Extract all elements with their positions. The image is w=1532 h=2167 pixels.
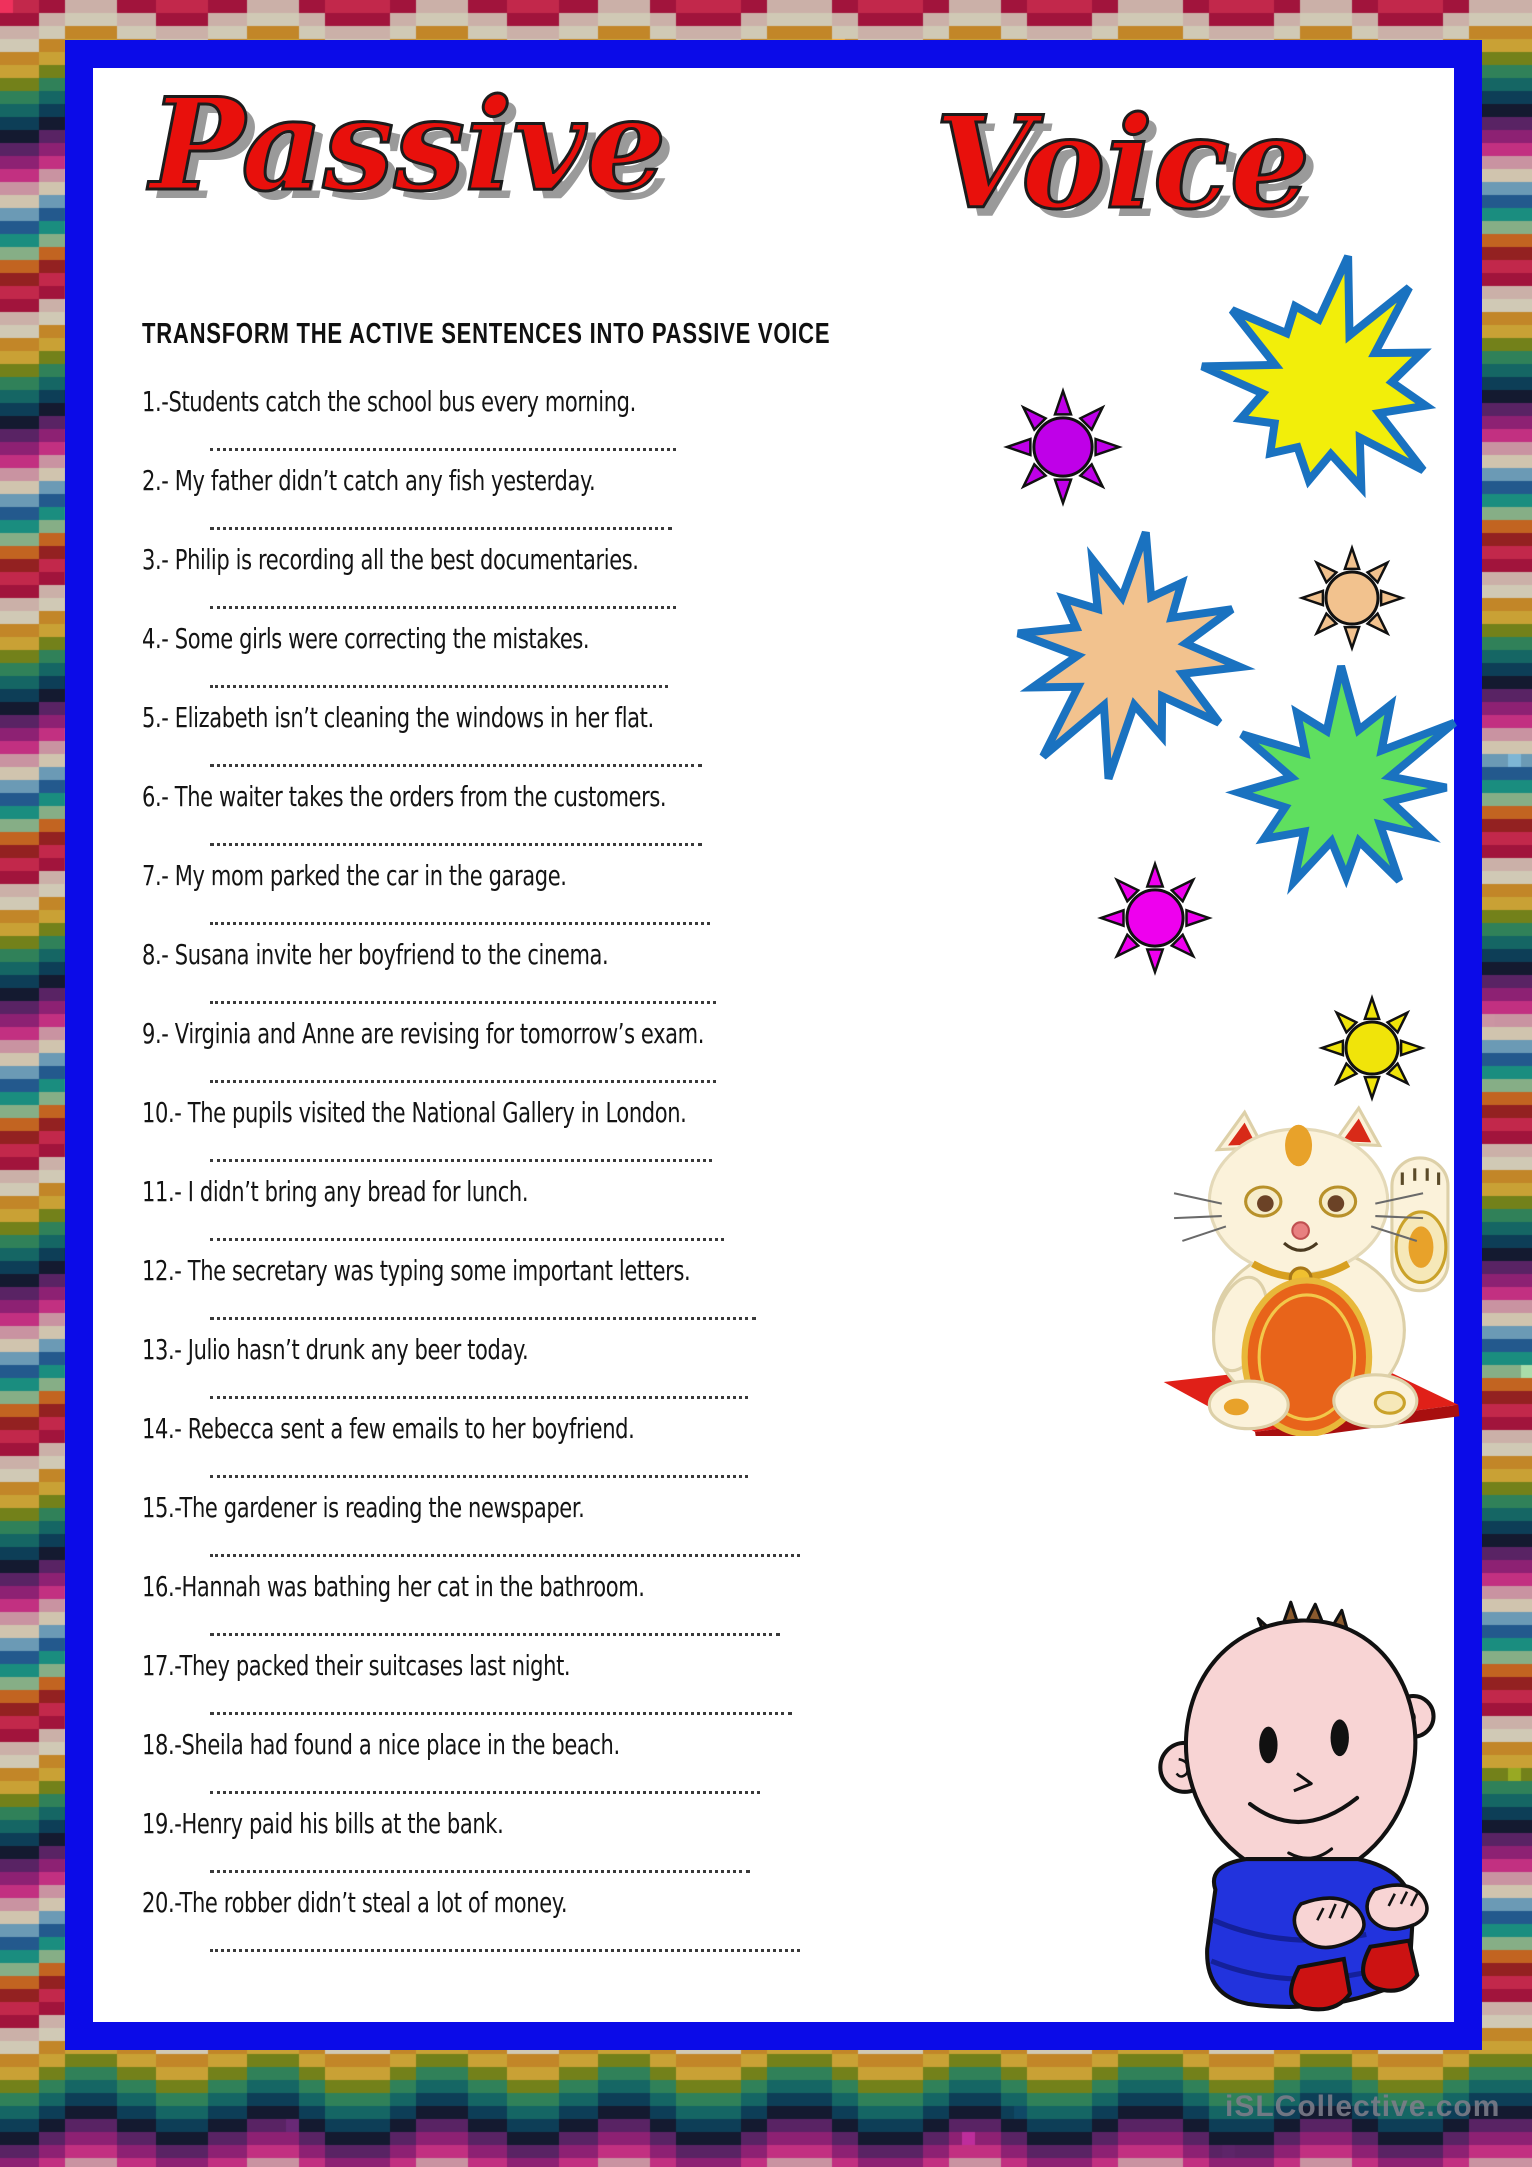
answer-line [210, 1238, 724, 1241]
answer-line [210, 922, 710, 925]
exercise-sentence: 20.-The robber didn’t steal a lot of money. [142, 1886, 568, 1919]
answer-line [210, 843, 702, 846]
exercise-sentence: 16.-Hannah was bathing her cat in the bathroom. [142, 1570, 645, 1603]
exercise-sentence: 5.- Elizabeth isn’t cleaning the windows in her flat. [142, 701, 654, 734]
answer-line [210, 1949, 800, 1952]
exercise-sentence: 8.- Susana invite her boyfriend to the cinema. [142, 938, 609, 971]
page-title-passive: Passive [150, 71, 667, 219]
exercise-sentence: 2.- My father didn’t catch any fish yesterday. [142, 464, 596, 497]
exercise-sentence: 7.- My mom parked the car in the garage. [142, 859, 567, 892]
answer-line [210, 606, 676, 609]
exercise-sentence: 11.- I didn’t bring any bread for lunch. [142, 1175, 529, 1208]
instructions-heading: TRANSFORM THE ACTIVE SENTENCES INTO PASSIVE VOICE [142, 318, 831, 350]
exercise-sentence: 9.- Virginia and Anne are revising for tomorrow’s exam. [142, 1017, 705, 1050]
exercise-sentence: 14.- Rebecca sent a few emails to her boyfriend. [142, 1412, 635, 1445]
answer-line [210, 1633, 780, 1636]
answer-line [210, 1475, 748, 1478]
exercise-sentence: 15.-The gardener is reading the newspaper. [142, 1491, 585, 1524]
page-title-voice: Voice [935, 89, 1310, 237]
answer-line [210, 1317, 756, 1320]
tan-sun-icon [1302, 548, 1402, 648]
answer-line [210, 685, 668, 688]
answer-line [210, 1396, 748, 1399]
answer-line [210, 1554, 800, 1557]
answer-line [210, 1159, 712, 1162]
answer-line [210, 527, 672, 530]
exercise-sentence: 10.- The pupils visited the National Gallery in London. [142, 1096, 687, 1129]
exercise-sentence: 17.-They packed their suitcases last night. [142, 1649, 571, 1682]
yellow-sun-icon [1322, 998, 1422, 1098]
green-starburst-icon [1239, 666, 1455, 882]
answer-line [210, 1870, 750, 1873]
exercise-sentence: 6.- The waiter takes the orders from the customers. [142, 780, 667, 813]
answer-line [210, 448, 676, 451]
exercise-sentence: 3.- Philip is recording all the best documentaries. [142, 543, 639, 576]
islcollective-watermark: iSLCollective.com [1225, 2090, 1501, 2123]
exercise-sentence: 4.- Some girls were correcting the mistakes. [142, 622, 590, 655]
answer-line [210, 1712, 792, 1715]
exercise-sentence: 1.-Students catch the school bus every morning. [142, 385, 636, 418]
answer-line [210, 764, 702, 767]
exercise-sentence: 19.-Henry paid his bills at the bank. [142, 1807, 504, 1840]
answer-line [210, 1791, 760, 1794]
lucky-cat-image [1152, 1104, 1470, 1436]
baby-image [1148, 1592, 1454, 2012]
yellow-starburst-icon [1202, 256, 1426, 487]
exercise-sentence: 18.-Sheila had found a nice place in the beach. [142, 1728, 620, 1761]
tan-starburst-icon [1018, 532, 1240, 778]
exercise-sentence: 12.- The secretary was typing some important letters. [142, 1254, 691, 1287]
answer-line [210, 1001, 716, 1004]
answer-line [210, 1080, 716, 1083]
magenta-sun-icon [1101, 864, 1209, 972]
exercise-sentence: 13.- Julio hasn’t drunk any beer today. [142, 1333, 529, 1366]
purple-sun-icon [1007, 391, 1119, 503]
